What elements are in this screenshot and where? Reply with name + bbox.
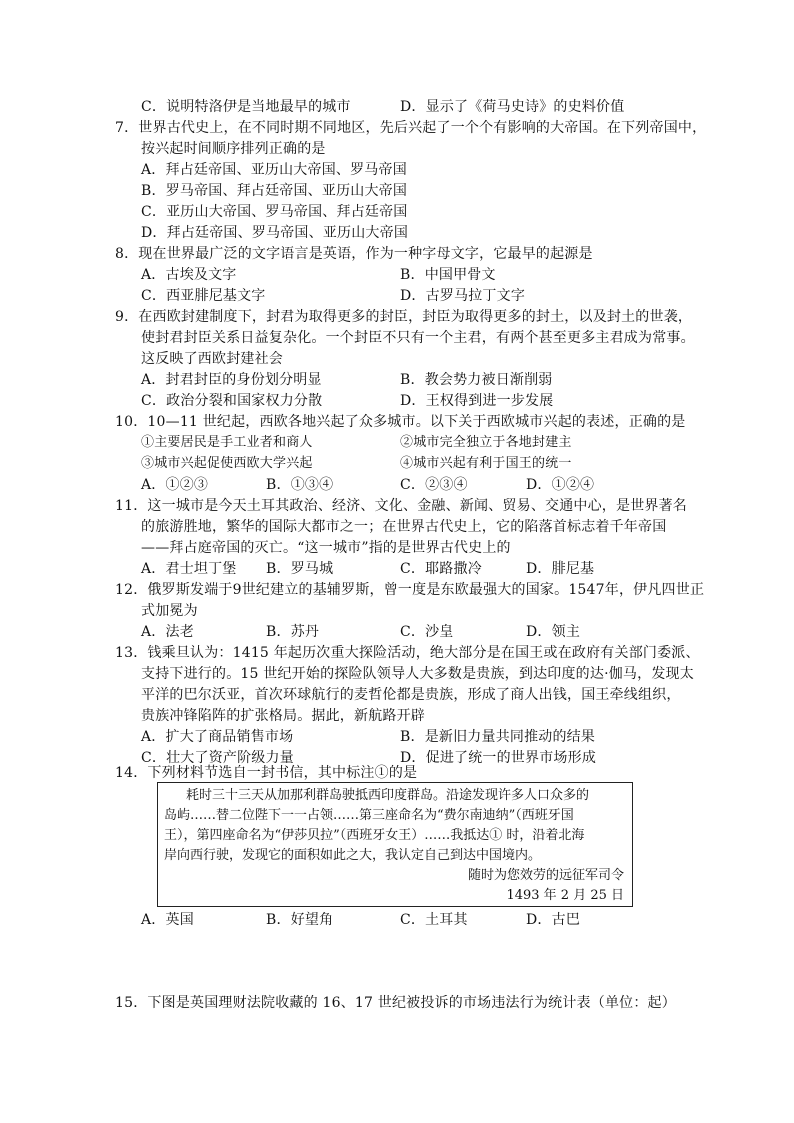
q9-stem-line2: 使封君封臣关系日益复杂化。一个封臣不只有一个主君，有两个甚至更多主君成为常事。 [141,330,695,346]
q10-statement-1: ①主要居民是手工业者和商人 [141,435,313,450]
letter-excerpt-box [157,782,633,907]
q7-option-d: D．拜占廷帝国、罗马帝国、亚历山大帝国 [141,225,409,241]
q9-option-a: A．封君封臣的身份划分明显 [141,372,322,388]
q10-stem: 10．10—11 世纪起，西欧各地兴起了众多城市。以下关于西欧城市兴起的表述，正确的是 [115,414,686,430]
q8-stem: 8．现在世界最广泛的文字语言是英语，作为一种字母文字，它最早的起源是 [115,246,593,262]
q7-option-b: B．罗马帝国、拜占廷帝国、亚历山大帝国 [141,183,408,199]
q14-stem: 14．下列材料节选自一封书信，其中标注①的是 [115,765,418,781]
q13-stem-line2: 支持下进行的。15 世纪开始的探险队领导人大多数是贵族，到达印度的达·伽马，发现太 [141,666,694,682]
q14-option-d: D．古巴 [526,912,581,928]
q9-option-b: B．教会势力被日渐削弱 [400,372,553,388]
letter-line-2: 岛屿……替二位陛下一一占领……第三座命名为“费尔南迪纳”（西班牙国 [164,808,574,823]
q13-option-d: D．促进了统一的世界市场形成 [400,750,597,766]
q10-statement-4: ④城市兴起有利于国王的统一 [400,456,572,471]
q11-stem-line3: ——拜占庭帝国的灭亡。“这一城市”指的是世界古代史上的 [141,540,511,556]
q9-option-c: C．政治分裂和国家权力分散 [141,393,323,409]
q14-option-c: C．土耳其 [400,912,468,928]
q10-option-c: C．②③④ [400,477,468,493]
q12-option-d: D．领主 [526,624,581,640]
q10-statement-3: ③城市兴起促使西欧大学兴起 [141,456,313,471]
q11-option-c: C．耶路撒冷 [400,561,482,577]
q11-stem-line2: 的旅游胜地，繁华的国际大都市之一；在世界古代史上，它的陷落首标志着千年帝国 [141,519,667,535]
q8-option-c: C．西亚腓尼基文字 [141,288,266,304]
q10-option-a: A．①②③ [141,477,209,493]
q7-stem-line2: 按兴起时间顺序排列正确的是 [141,141,326,157]
q13-option-c: C．壮大了资产阶级力量 [141,750,294,766]
q12-option-c: C．沙皇 [400,624,454,640]
q11-option-b: B．罗马城 [266,561,334,577]
q7-option-a: A．拜占廷帝国、亚历山大帝国、罗马帝国 [141,162,407,178]
q9-option-d: D．王权得到进一步发展 [400,393,554,409]
q11-option-d: D．腓尼基 [526,561,595,577]
q12-stem-line1: 12．俄罗斯发端于9世纪建立的基辅罗斯，曾一度是东欧最强大的国家。1547年，伊凡四世正 [115,582,705,598]
q10-statement-2: ②城市完全独立于各地封建主 [400,435,572,450]
q7-stem-line1: 7．世界古代史上，在不同时期不同地区，先后兴起了一个个有影响的大帝国。在下列帝国中， [115,120,707,136]
q9-stem-line1: 9．在西欧封建制度下，封君为取得更多的封臣，封臣为取得更多的封土，以及封土的世袭， [115,309,693,325]
q8-option-b: B．中国甲骨文 [400,267,496,283]
q8-option-a: A．古埃及文字 [141,267,237,283]
q8-option-d: D．古罗马拉丁文字 [400,288,526,304]
letter-date: 1493 年 2 月 25 日 [506,888,624,903]
letter-line-1: 耗时三十三天从加那利群岛驶抵西印度群岛。沿途发现许多人口众多的 [186,788,590,803]
q13-stem-line3: 平洋的巴尔沃亚，首次环球航行的麦哲伦都是贵族，形成了商人出钱，国王牵线组织， [141,687,681,703]
q7-option-c: C．亚历山大帝国、罗马帝国、拜占廷帝国 [141,204,408,220]
letter-line-4: 岸向西行驶，发现它的面积如此之大，我认定自己到达中国境内。 [164,848,542,863]
q14-option-a: A．英国 [141,912,194,928]
q6-option-c: C．说明特洛伊是当地最早的城市 [141,99,351,115]
q13-option-b: B．是新旧力量共同推动的结果 [400,729,596,745]
q13-stem-line1: 13．钱乘旦认为：1415 年起历次重大探险活动，绝大部分是在国王或在政府有关部门委派、 [115,645,700,661]
q12-option-a: A．法老 [141,624,194,640]
letter-signature: 随时为您效劳的远征军司令 [467,868,624,883]
q6-option-d: D．显示了《荷马史诗》的史料价值 [400,99,625,115]
q9-stem-line3: 这反映了西欧封建社会 [141,351,283,367]
q11-stem-line1: 11．这一城市是今天土耳其政治、经济、文化、金融、新闻、贸易、交通中心，是世界著名 [115,498,688,514]
q10-option-d: D．①②④ [526,477,595,493]
q12-stem-line2: 式加冕为 [141,603,198,619]
q15-stem: 15．下图是英国理财法院收藏的 16、17 世纪被投诉的市场违法行为统计表（单位：起） [115,995,676,1011]
letter-line-3: 王），第四座命名为“伊莎贝拉”（西班牙女王）……我抵达① 时，沿着北海 [164,828,585,843]
q13-option-a: A．扩大了商品销售市场 [141,729,294,745]
q14-option-b: B．好望角 [266,912,334,928]
q11-option-a: A．君士坦丁堡 [141,561,237,577]
q13-stem-line4: 贵族冲锋陷阵的扩张格局。据此，新航路开辟 [141,708,425,724]
q10-option-b: B．①③④ [266,477,334,493]
q12-option-b: B．苏丹 [266,624,320,640]
